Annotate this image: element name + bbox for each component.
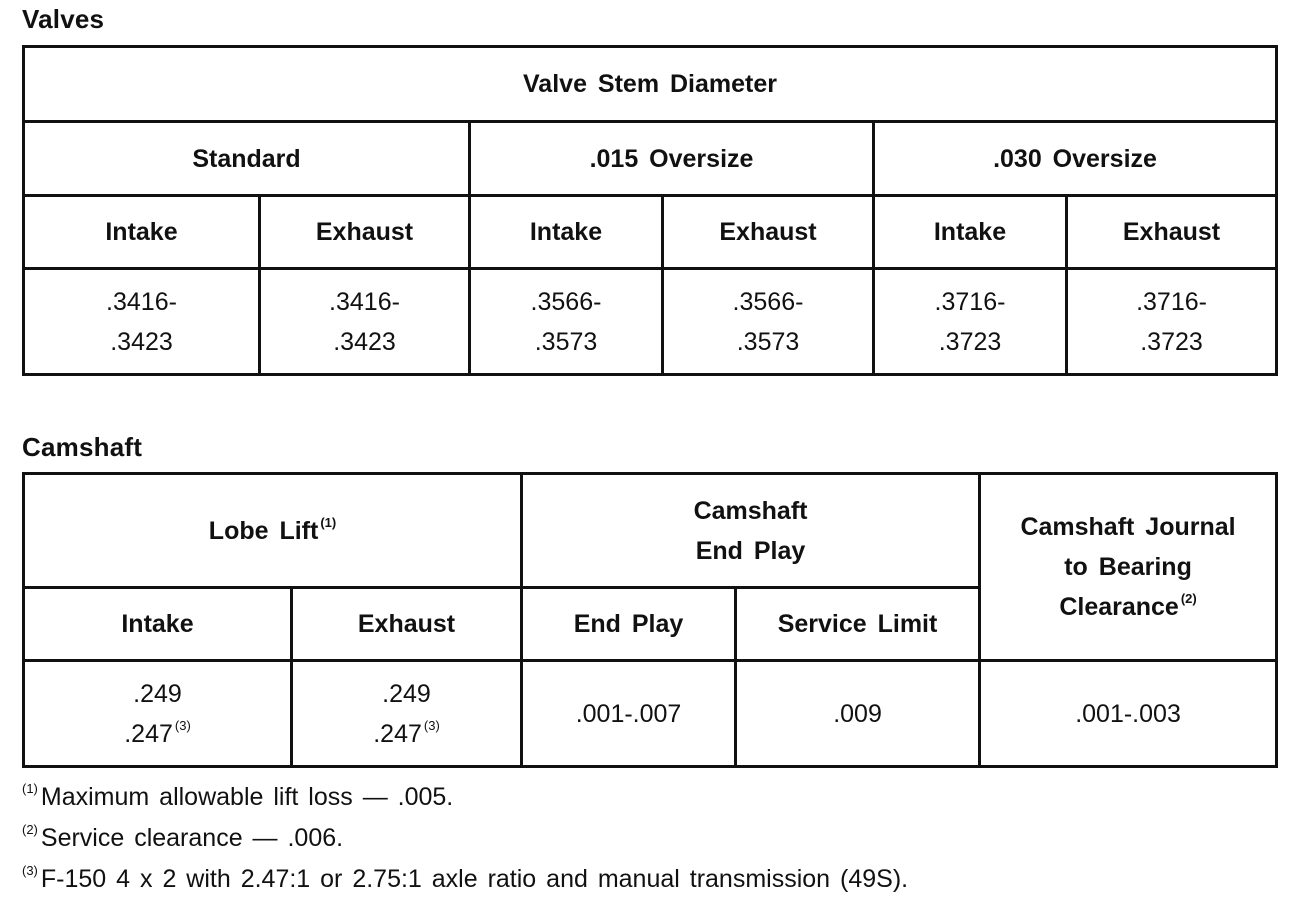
header-line: Camshaft [693, 496, 808, 525]
footnote-ref: (1) [320, 514, 337, 530]
value-min: .3716- [934, 287, 1006, 316]
footnote-text: F-150 4 x 2 with 2.47:1 or 2.75:1 axle ratio and manual transmission (49S). [40, 865, 909, 893]
value-line [293, 714, 520, 754]
standard-intake-value [24, 269, 260, 375]
footnote-1 [22, 777, 908, 818]
header-line: End Play [695, 536, 806, 565]
oversize-015-exhaust-header: Exhaust [663, 196, 874, 269]
oversize-015-intake-header: Intake [470, 196, 663, 269]
value-min: .3416- [329, 287, 400, 316]
header-line: to Bearing [1064, 553, 1192, 581]
value-max: .3423 [110, 327, 173, 356]
table-row [24, 474, 1277, 588]
oversize-015-exhaust-value [663, 269, 874, 375]
header-line: Camshaft Journal [1020, 513, 1236, 541]
valve-stem-diameter-table [22, 45, 1278, 376]
table-row [24, 47, 1277, 122]
oversize-015-group-header: .015 Oversize [470, 122, 874, 196]
footnote-3 [22, 859, 908, 900]
lobe-lift-header [24, 474, 522, 588]
footnotes [22, 777, 908, 900]
footnote-mark: (1) [22, 781, 38, 797]
value-max: .3723 [1140, 327, 1203, 356]
journal-clearance-header [980, 474, 1277, 661]
footnote-ref: (3) [423, 717, 440, 733]
footnote-ref: (3) [174, 717, 191, 733]
end-play-value: .001-.007 [522, 661, 736, 767]
camshaft-end-play-header [522, 474, 980, 588]
end-play-header: End Play [522, 588, 736, 661]
camshaft-table [22, 472, 1278, 768]
value-min: .3566- [732, 287, 804, 316]
lobe-lift-exhaust-value [292, 661, 522, 767]
value-text: .247 [124, 719, 173, 748]
table-row [24, 122, 1277, 196]
value-line: .249 [133, 679, 182, 708]
table-row [24, 269, 1277, 375]
oversize-030-intake-header: Intake [874, 196, 1067, 269]
value-max: .3723 [938, 327, 1002, 356]
lobe-lift-exhaust-header: Exhaust [292, 588, 522, 661]
journal-clearance-value: .001-.003 [980, 661, 1277, 767]
table-row [24, 196, 1277, 269]
value-text: .247 [373, 719, 422, 748]
value-min: .3716- [1136, 287, 1207, 316]
footnote-mark: (3) [22, 863, 38, 879]
standard-exhaust-value [260, 269, 470, 375]
value-max: .3423 [333, 327, 396, 356]
standard-group-header: Standard [24, 122, 470, 196]
footnote-2 [22, 818, 908, 859]
valves-section-title: Valves [22, 4, 105, 34]
lobe-lift-intake-value [24, 661, 292, 767]
valve-stem-diameter-header: Valve Stem Diameter [24, 47, 1277, 122]
oversize-015-intake-value [470, 269, 663, 375]
lobe-lift-label: Lobe Lift [208, 516, 319, 545]
oversize-030-group-header: .030 Oversize [874, 122, 1277, 196]
value-max: .3573 [534, 327, 598, 356]
header-line-text: Clearance [1059, 593, 1179, 621]
camshaft-section-title: Camshaft [22, 432, 143, 462]
footnote-text: Maximum allowable lift loss — .005. [40, 783, 454, 811]
oversize-030-exhaust-value [1067, 269, 1277, 375]
standard-intake-header: Intake [24, 196, 260, 269]
value-min: .3566- [530, 287, 602, 316]
value-max: .3573 [736, 327, 800, 356]
footnote-text: Service clearance — .006. [40, 824, 344, 852]
lobe-lift-intake-header: Intake [24, 588, 292, 661]
footnote-mark: (2) [22, 822, 38, 838]
footnote-ref: (2) [1180, 591, 1197, 607]
value-line [25, 714, 290, 754]
value-line: .249 [382, 679, 431, 708]
service-limit-header: Service Limit [736, 588, 980, 661]
oversize-030-intake-value [874, 269, 1067, 375]
standard-exhaust-header: Exhaust [260, 196, 470, 269]
table-row [24, 661, 1277, 767]
header-line [981, 587, 1275, 627]
service-limit-value: .009 [736, 661, 980, 767]
oversize-030-exhaust-header: Exhaust [1067, 196, 1277, 269]
value-min: .3416- [106, 287, 177, 316]
